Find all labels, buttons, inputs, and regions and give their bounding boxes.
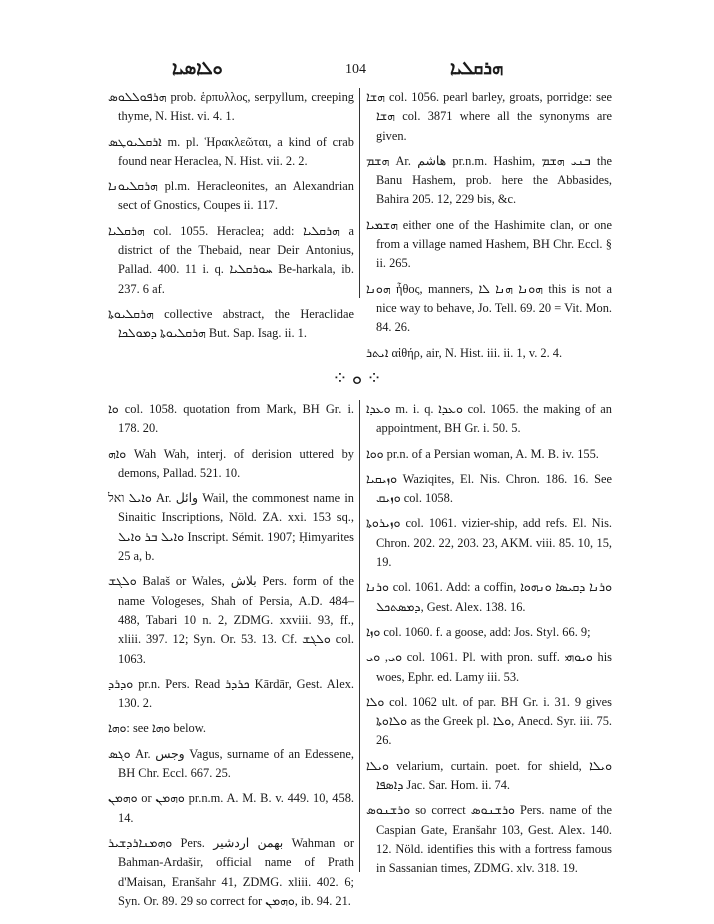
entry: ܘܙܝܩܝܐ Waziqites, El. Nis. Chron. 186. 16. See ܘܙܝܩ col. 1058. (366, 471, 612, 506)
running-head-right: ܗܪܩܠܝܐ (450, 58, 504, 78)
entry: ܘܠܐ col. 1062 ult. of par. BH Gr. i. 31. 9 gives ܘܠܐܘܬܐ as the Greek pl. ܘܠܐ, Anecd. Syr. iii. 75. 26. (366, 694, 612, 748)
entry: ܐܝܬܪ αἰθήρ, air, N. Hist. iii. ii. 1, v. 2. 4. (366, 345, 563, 360)
entry: ܗܪܩܠܝܘܢܐ pl.m. Heracleonites, an Alexandrian sect of Gnostics, Coupes ii. 117. (108, 179, 354, 213)
entry: ܗܫܡ Ar. هاشم pr.n.m. Hashim, ܒܢܝ ܗܫܡ the Banu Hashem, prob. here the Abbasides, Bahira 205. 12, 229 bis, &c. (366, 153, 613, 207)
entry: ܗܫܡܝܐ either one of the Hashimite clan, or one from a village named Hashem, BH Chr. Eccl. § ii. 265. (366, 217, 612, 271)
running-head-left: ܘܠܐܣܝܐ (172, 58, 223, 78)
entry: ܘܠܓܫ Balaš or Wales, بلاش Pers. form of the name Vologeses, Shah of Persia, A.D. 484–488, Tabari 10 n. 2, ZDMG. xxviii. 93, ff., xliii. 397. 12; Syn. Or. 53. 13. Cf. ܘܠܓܫ col. 1063. (108, 574, 354, 666)
entry: ܘܝ, ܘܝ col. 1061. Pl. with pron. suff. ܘܝܘܗܝ his woes, Ephr. ed. Lamy iii. 53. (366, 650, 612, 684)
bottom-right-column (366, 400, 612, 885)
page-number: 104 (345, 62, 366, 77)
entry: ܘܥܕܐ m. i. q. ܘܥܕܐ col. 1065. the making of an appointment, BH Gr. i. 50. 5. (366, 402, 612, 436)
entry: ܗܫܐ col. 1056. pearl barley, groats, porridge: see ܗܫܐ col. 3871 where all the synonyms are given. (366, 90, 612, 143)
entry: ܘܙܝܪܘܬܐ col. 1061. vizier-ship, add refs. El. Nis. Chron. 202. 22, 203. 23, AKM. viii. 85. 10, 15, 19. (366, 516, 612, 570)
entry: ܘܐܗ Wah Wah, interj. of derision uttered by demons, Pallad. 521. 10. (108, 446, 354, 480)
entry: ܘܕܪܕ pr.n. Pers. Read ܟܪܕܪ Kārdār, Gest. Alex. 130. 2. (108, 676, 354, 711)
column-rule (359, 88, 360, 298)
section-letter-divider: ⁘ ܘ ⁘ (332, 368, 382, 388)
entry: ܘܝܠܐ velarium, curtain. poet. for shield, ܘܝܠܐ ܕܐܣܦܐ Jac. Sar. Hom. ii. 74. (366, 758, 612, 793)
entry: ܘܐܝܠ ואל Ar. وائل Wail, the commonest name in Sinaitic Inscriptions, Nöld. ZA. xxi. 153 sq., ܘܐܝܠ ܒܪ ܘܐܝܠ Inscript. Sémit. 1907; Ḥimyarites 25 a, b. (108, 491, 354, 564)
entry: ܗܘܢܐ ἦθος, manners, ܗܘܢܐ ܗܢܐ ܠܐ this is not a nice way to behave, Jo. Tell. 69. 20 = Vit. Mon. 84. 26. (366, 281, 613, 335)
entry: ܘܗܐ: see ܘܗܐ below. (108, 721, 206, 736)
entry: ܘܪܫܢܘܣ so correct ܘܪܫܢܘܣ Pers. name of the Caspian Gate, Eranšahr 103, Gest. Alex. 140. 12. Nöld. identifies this with a fortress famous in Sassanian times, ZDMG. xlv. 318. 19. (366, 803, 612, 876)
entry: ܘܓܣ Ar. وجس Vagus, surname of an Edessene, BH Chr. Eccl. 667. 25. (108, 746, 354, 781)
entry: ܐܪܩܠܝܘܛܣ m. pl. Ἡρακλεῶται, a kind of crab found near Heraclea, N. Hist. vii. 2. 2. (108, 134, 354, 168)
column-rule (359, 400, 360, 872)
entry: ܘܪܢܐ col. 1061. Add: a coffin, ܘܪܢܐ ܕܩܝܣܐ ܘܢܗܘܐ ܕܡܣܬܟܠ, Gest. Alex. 138. 16. (366, 580, 612, 614)
entry: ܗܪܩܠܝܘܬܐ collective abstract, the Heraclidae ܗܪܩܠܝܘܬܐ ܕܡܘܠܟܐ But. Sap. Isag. ii. 1. (108, 306, 354, 341)
top-left-column (108, 88, 354, 350)
entry: ܘܗܡܢ or ܘܗܡܢ pr.n.m. A. M. B. v. 449. 10, 458. 14. (108, 791, 354, 825)
page-header (0, 58, 714, 84)
entry: ܘܘܐ pr.n. of a Persian woman, A. M. B. iv. 155. (366, 446, 599, 461)
entry: ܗܪܩܠܝܐ col. 1055. Heraclea; add: ܗܪܩܠܝܐ a district of the Thebaid, near Deir Antonius, Pallad. 400. 11 i. q. ܚܘܪܩܠܝܐ Be-harkala, ib. 237. 6 af. (108, 223, 354, 296)
entry: ܘܙܐ col. 1060. f. a goose, add: Jos. Styl. 66. 9; (366, 624, 591, 639)
entry: ܘܐ col. 1058. quotation from Mark, BH Gr. i. 178. 20. (108, 402, 354, 436)
top-right-column (366, 88, 612, 369)
entry: ܗܪܦܘܠܠܘܣ prob. ἑρπυλλος, serpyllum, creeping thyme, N. Hist. vi. 4. 1. (108, 90, 354, 124)
entry: ܘܗܡܢܐܪܕܫܝܪ Pers. بهمن اردشير Wahman or Bahman-Ardašir, official name of Prath d'Maisan, Eranšahr 41, ZDMG. xliii. 402. 6; Syn. Or. 89. 29 so correct for ܘܗܡܢ, ib. 94. 21. (108, 835, 354, 908)
bottom-left-column (108, 400, 354, 917)
